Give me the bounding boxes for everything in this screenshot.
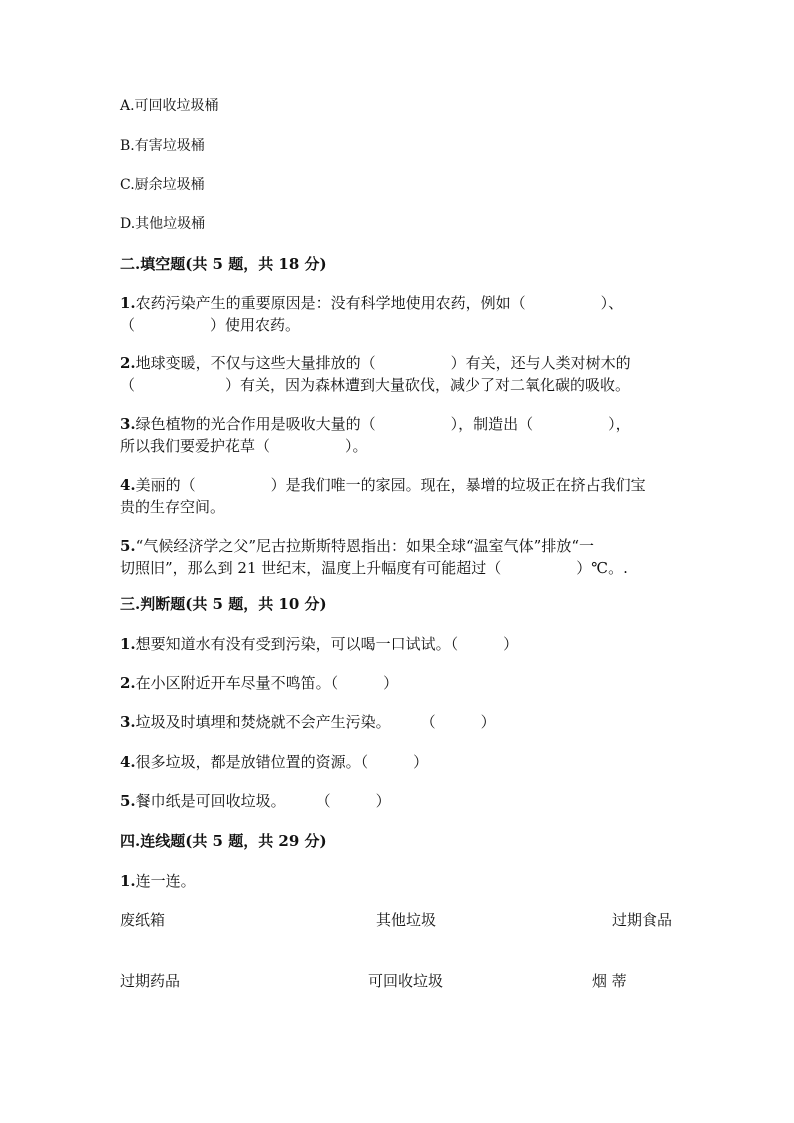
question-number: 3. — [120, 713, 136, 731]
match-item-right[interactable]: 烟 蒂 — [592, 972, 627, 990]
section-fill-title: 二.填空题(共 5 题，共 18 分) — [120, 255, 327, 273]
question-number: 3. — [120, 415, 136, 433]
question-text: 地球变暖，不仅与这些大量排放的（ ）有关，还与人类对树木的 — [135, 354, 631, 372]
option-d: D.其他垃圾桶 — [120, 216, 206, 232]
option-b: B.有害垃圾桶 — [120, 138, 205, 154]
fill-question-3 — [120, 413, 675, 457]
match-question-1 — [120, 871, 196, 891]
fill-question-4 — [120, 474, 675, 518]
judge-question-2 — [120, 673, 398, 693]
question-number: 5. — [120, 537, 136, 555]
match-item-left[interactable]: 过期药品 — [120, 972, 181, 990]
question-text: “气候经济学之父”尼古拉斯斯特恩指出：如果全球“温室气体”排放“一 — [135, 537, 595, 555]
question-number: 1. — [120, 294, 136, 312]
question-text: 连一连。 — [135, 872, 196, 890]
question-text-continued: （ ）使用农药。 — [120, 316, 301, 334]
match-item-middle[interactable]: 可回收垃圾 — [368, 972, 444, 990]
question-number: 1. — [120, 635, 136, 653]
judge-question-3 — [120, 712, 496, 732]
section-match-title: 四.连线题(共 5 题，共 29 分) — [120, 832, 327, 850]
question-number: 2. — [120, 674, 136, 692]
question-text-continued: 切照旧”，那么到 21 世纪末，温度上升幅度有可能超过（ ）℃。. — [120, 559, 628, 577]
question-text: 想要知道水有没有受到污染，可以喝一口试试。（ ） — [135, 635, 519, 653]
question-number: 1. — [120, 872, 136, 890]
fill-question-2 — [120, 352, 675, 396]
judge-question-5 — [120, 791, 391, 811]
question-text-continued: 贵的生存空间。 — [120, 498, 226, 516]
question-text: 餐巾纸是可回收垃圾。 （ ） — [135, 792, 391, 810]
option-a: A.可回收垃圾桶 — [120, 98, 219, 114]
judge-question-1 — [120, 634, 518, 654]
question-text: 美丽的（ ）是我们唯一的家园。现在，暴增的垃圾正在挤占我们宝 — [135, 476, 646, 494]
question-number: 2. — [120, 354, 136, 372]
question-text: 在小区附近开车尽量不鸣笛。（ ） — [135, 674, 399, 692]
question-number: 4. — [120, 476, 136, 494]
question-text: 农药污染产生的重要原因是：没有科学地使用农药，例如（ ）、 — [135, 294, 624, 312]
question-text-continued: 所以我们要爱护花草（ ）。 — [120, 437, 368, 455]
option-c: C.厨余垃圾桶 — [120, 177, 205, 193]
question-text: 很多垃圾，都是放错位置的资源。（ ） — [135, 753, 429, 771]
fill-question-1 — [120, 292, 675, 336]
match-item-right[interactable]: 过期食品 — [611, 911, 672, 929]
match-item-middle[interactable]: 其他垃圾 — [376, 911, 437, 929]
match-row-2 — [120, 970, 675, 992]
match-item-left[interactable]: 废纸箱 — [120, 911, 166, 929]
fill-question-5 — [120, 535, 675, 579]
question-text: 垃圾及时填埋和焚烧就不会产生污染。 （ ） — [135, 713, 496, 731]
question-number: 5. — [120, 792, 136, 810]
judge-question-4 — [120, 752, 428, 772]
question-text: 绿色植物的光合作用是吸收大量的（ ），制造出（ ）， — [135, 415, 631, 433]
match-row-1 — [120, 909, 675, 931]
question-number: 4. — [120, 753, 136, 771]
question-text-continued: （ ）有关，因为森林遭到大量砍伐，减少了对二氧化碳的吸收。 — [120, 376, 631, 394]
section-judge-title: 三.判断题(共 5 题，共 10 分) — [120, 595, 327, 613]
